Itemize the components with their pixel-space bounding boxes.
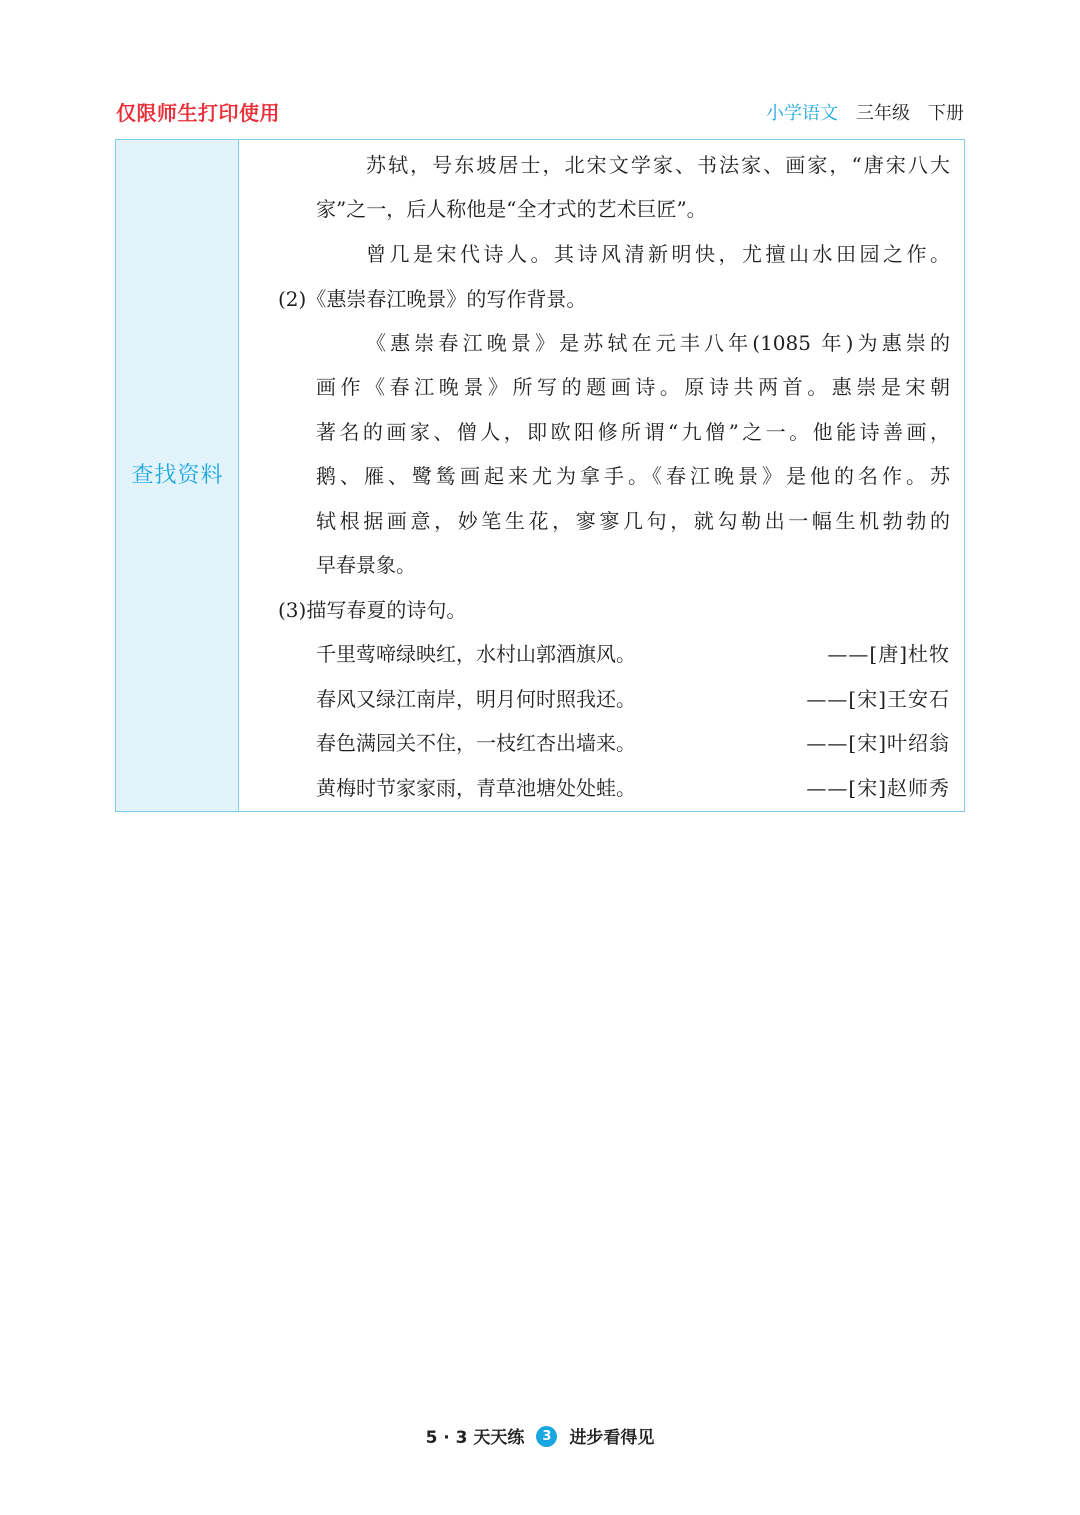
reference-box: [115, 139, 965, 812]
poem-source: ——[宋]赵师秀: [806, 776, 950, 800]
poem-source: ——[宋]王安石: [806, 687, 950, 711]
text-line: 鹅、雁、鹭鸶画起来尤为拿手。《春江晚景》是他的名作。苏: [316, 464, 950, 488]
poem-text: 春风又绿江南岸，明月何时照我还。: [316, 687, 636, 711]
volume-label: 下册: [928, 103, 964, 124]
text-line: 《惠崇春江晚景》是苏轼在元丰八年(1085 年)为惠崇的: [366, 331, 950, 355]
poem-line: [240, 728, 950, 758]
footer-brand: 5 · 3 天天练: [425, 1428, 525, 1448]
text-line: 家”之一，后人称他是“全才式的艺术巨匠”。: [316, 197, 707, 221]
text-line: 早春景象。: [316, 553, 416, 577]
poem-text: 千里莺啼绿映红，水村山郭酒旗风。: [316, 642, 636, 666]
poem-source: ——[宋]叶绍翁: [806, 731, 950, 755]
page-footer: [0, 1423, 1080, 1450]
subheading: (2)《惠崇春江晚景》的写作背景。: [278, 287, 587, 311]
section-sidebar: [116, 140, 239, 811]
subject-label: 小学语文: [766, 103, 838, 124]
text-line: 苏轼，号东坡居士，北宋文学家、书法家、画家，“唐宋八大: [366, 153, 950, 177]
poem-text: 春色满园关不住，一枝红杏出墙来。: [316, 731, 636, 755]
text-line: 画作《春江晚景》所写的题画诗。原诗共两首。惠崇是宋朝: [316, 375, 950, 399]
text-line: 著名的画家、僧人，即欧阳修所谓“九僧”之一。他能诗善画，: [316, 420, 950, 444]
footer-slogan: 进步看得见: [569, 1428, 655, 1448]
section-label: 查找资料: [131, 463, 224, 488]
section-content: [240, 140, 964, 811]
text-line: 曾几是宋代诗人。其诗风清新明快，尤擅山水田园之作。: [366, 242, 950, 266]
grade-label: 三年级: [856, 103, 910, 124]
page-number-badge: 3: [536, 1426, 557, 1447]
print-notice: 仅限师生打印使用: [116, 101, 280, 125]
poem-source: ——[唐]杜牧: [827, 642, 950, 666]
poem-text: 黄梅时节家家雨，青草池塘处处蛙。: [316, 776, 636, 800]
text-line: 轼根据画意，妙笔生花，寥寥几句，就勾勒出一幅生机勃勃的: [316, 509, 950, 533]
poem-line: [240, 773, 950, 803]
poem-line: [240, 639, 950, 669]
poem-line: [240, 684, 950, 714]
book-info: [766, 99, 964, 125]
subheading: (3)描写春夏的诗句。: [278, 598, 467, 622]
